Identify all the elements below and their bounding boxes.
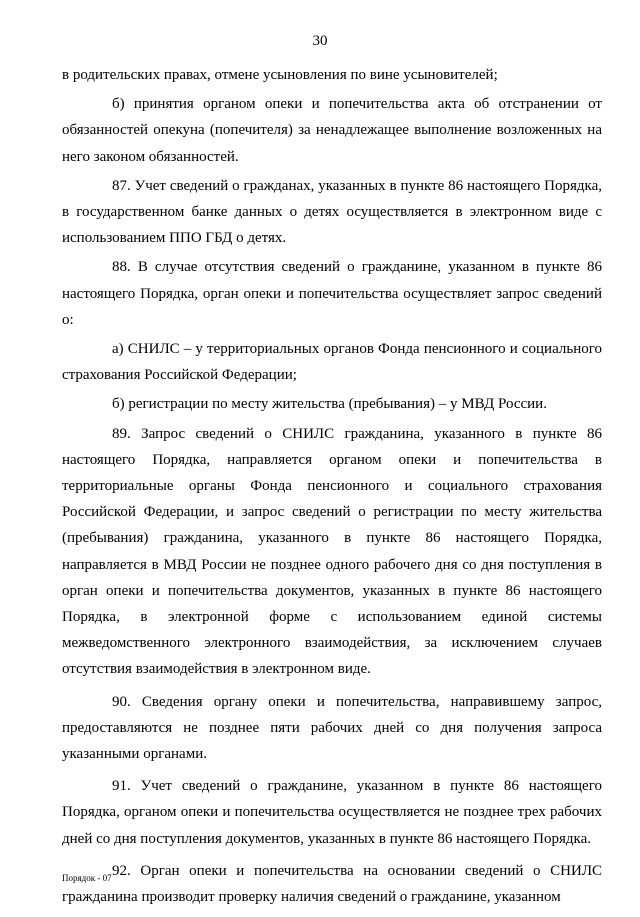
paragraph-88-a: а) СНИЛС – у территориальных органов Фонда пенсионного и социального страхования Российской Федерации; [62,341,602,384]
paragraph-subitem-b: б) принятия органом опеки и попечительства акта об отстранении от обязанностей опекуна (попечителя) за ненадлежащее выполнение возложенных на него законом обязанностей. [62,96,602,165]
paragraph-continuation: в родительских правах, отмене усыновления по вине усыновителей; [62,67,498,83]
paragraph-89: 89. Запрос сведений о СНИЛС гражданина, указанного в пункте 86 настоящего Порядка, направляется органом опеки и попечительства в территориальные органы Фонда пенсионного и социального страхования Российской Федерации, и запрос сведений о регистрации по месту жительства (пребывания) гражданина, указанного в пункте 86 настоящего Порядка, направляется в МВД России не позднее одного рабочего дня со дня поступления в орган опеки и попечительства документов, указанных в пункте 86 настоящего Порядка, в электронной форме с использованием единой системы межведомственного электронного взаимодействия, за исключением случаев отсутствия взаимодействия в электронном виде. [62,425,602,678]
paragraph-88-b: б) регистрации по месту жительства (пребывания) – у МВД России. [112,396,547,413]
page-footer: Порядок - 07 [62,873,112,883]
paragraph-87: 87. Учет сведений о гражданах, указанных в пункте 86 настоящего Порядка, в государственном банке данных о детях осуществляется в электронном виде с использованием ППО ГБД о детях. [62,177,602,247]
paragraph-92: 92. Орган опеки и попечительства на основании сведений о СНИЛС гражданина производит проверку наличия сведений о гражданине, указанном [62,862,602,906]
page-number: 30 [312,33,328,49]
paragraph-88: 88. В случае отсутствия сведений о гражданине, указанном в пункте 86 настоящего Порядка, орган опеки и попечительства осуществляет запрос сведений о: [62,259,602,328]
paragraph-91: 91. Учет сведений о гражданине, указанном в пункте 86 настоящего Порядка, органом опеки и попечительства осуществляется не позднее трех рабочих дней со дня поступления документов, указанных в пункте 86 настоящего Порядка. [62,778,602,847]
document-body [62,62,602,910]
paragraph-90: 90. Сведения органу опеки и попечительства, направившему запрос, предоставляются не позднее пяти рабочих дней со дня получения запроса указанными органами. [62,693,602,763]
